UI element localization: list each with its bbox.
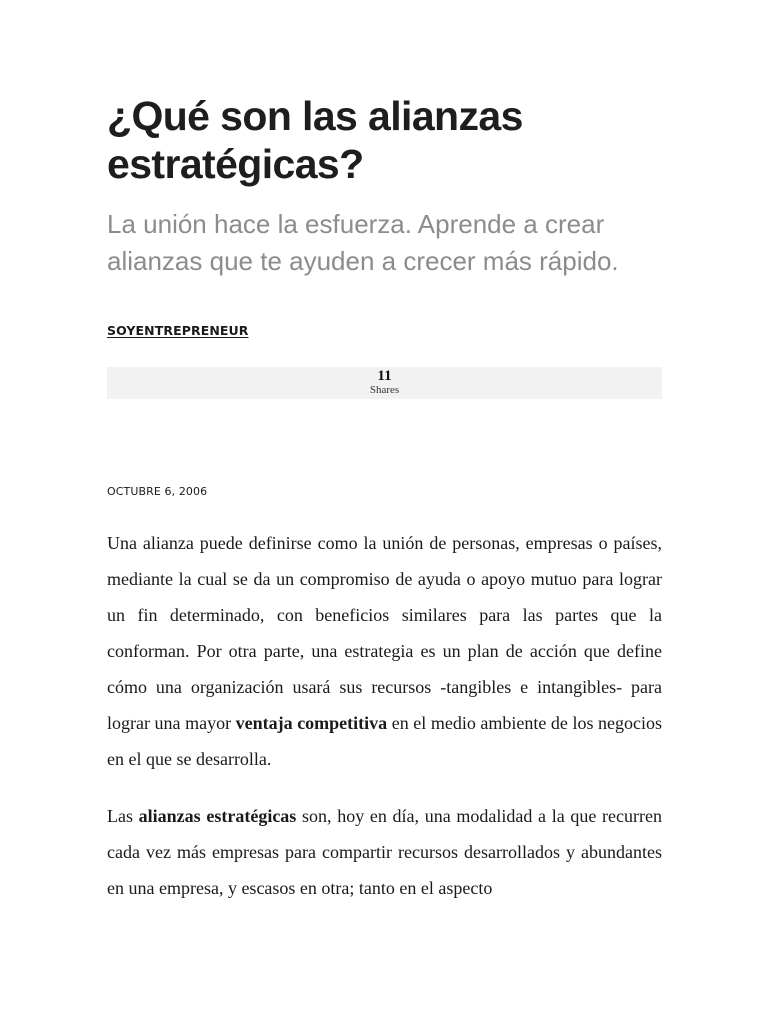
bold-term: alianzas estratégicas	[138, 806, 297, 826]
publish-date: OCTUBRE 6, 2006	[107, 485, 208, 498]
article-subtitle: La unión hace la esfuerza. Aprende a crear alianzas que te ayuden a crecer más rápido.	[107, 209, 619, 276]
bold-term: ventaja competitiva	[235, 713, 388, 733]
body-paragraph	[107, 525, 662, 777]
shares-count: 11	[377, 368, 392, 384]
paragraph-text: Una alianza puede definirse como la unión de personas, empresas o países, mediante la cual se da un compromiso de ayuda o apoyo mutuo para lograr un fin determinado, con beneficios similares para las partes que la conforman. Por otra parte, una estrategia es un plan de acción que define cómo una organización usará sus recursos -tangibles e intangibles- para lograr una mayor	[107, 533, 662, 733]
paragraph-text: son, hoy en día, una modalidad a la que recurren cada vez más empresas para compartir recursos desarrollados y abundantes en una empresa, y escasos en otra; tanto en el aspecto	[107, 806, 662, 898]
shares-label: Shares	[369, 384, 400, 396]
paragraph-text: Las	[107, 806, 139, 826]
body-paragraph	[107, 798, 662, 906]
paragraph-text: en el medio ambiente de los negocios en el que se desarrolla.	[107, 713, 663, 769]
author-link[interactable]: SOYENTREPRENEUR	[107, 323, 249, 338]
article-title: ¿Qué son las alianzas estratégicas?	[107, 93, 523, 187]
shares-counter	[107, 367, 662, 399]
